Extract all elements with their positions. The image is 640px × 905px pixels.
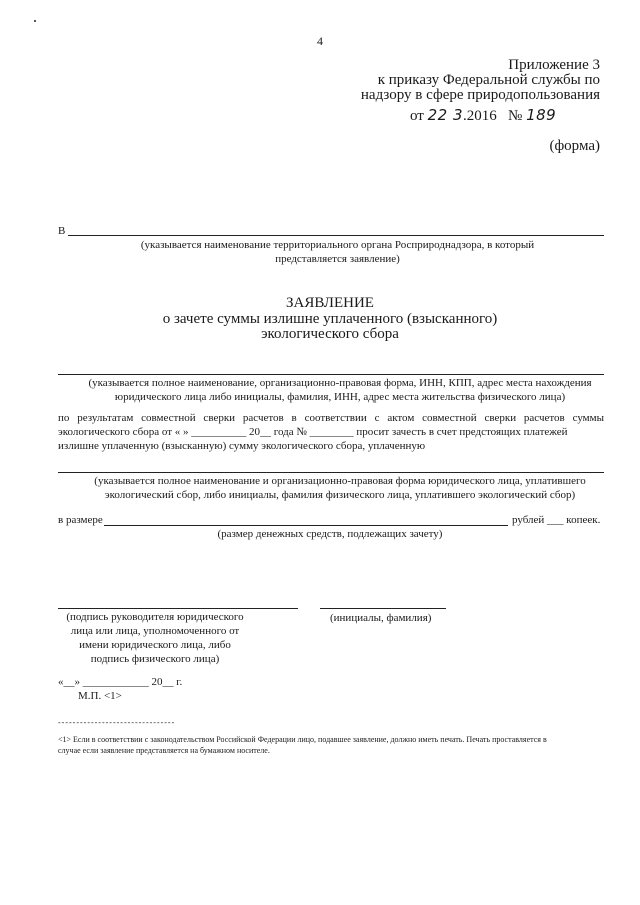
applicant-hint-1: (указывается полное наименование, организационно-правовая форма, ИНН, КПП, адрес места нахождения [88,377,592,389]
recipient-hint-2: представляется заявление) [275,253,400,265]
handwritten-number: 189 [526,106,557,124]
stamp-place: М.П. <1> [78,690,122,702]
appendix-line-2: к приказу Федеральной службы по [377,72,600,88]
page-number: 4 [317,34,323,48]
date-year: .2016 [463,108,497,124]
footnote-separator: -------------------------------- [58,718,176,727]
amount-line [104,525,508,526]
number-prefix: № [508,108,523,124]
body-line-2: экологического сбора от « » __________ 20__ года № ________ просит зачесть в счет предстоящих платежей [58,426,568,438]
recipient-line [68,235,604,236]
signature-hint-4: подпись физического лица) [90,653,220,665]
scan-dot [34,20,36,22]
signature-hint-2: лица или лица, уполномоченного от [70,625,240,637]
body-line-3: излишне уплаченную (взысканную) сумму экологического сбора, уплаченную [58,440,426,452]
document-subtitle-1: о зачете суммы излишне уплаченного (взысканного) [162,311,498,327]
applicant-line [58,374,604,375]
sign-date: «__» ____________ 20__ г. [58,676,183,688]
signature-hint-3: имени юридического лица, либо [79,639,231,651]
recipient-hint-1: (указывается наименование территориального органа Росприроднадзора, в который [140,239,535,251]
amount-suffix: рублей ___ копеек. [512,514,601,526]
payer-hint-2: экологический сбор, либо инициалы, фамилия физического лица, уплатившего экологический сбор) [104,489,576,501]
amount-hint: (размер денежных средств, подлежащих зачету) [217,528,443,540]
date-prefix: от [410,108,424,124]
footnote-line-1: <1> Если в соответствии с законодательством Российской Федерации лицо, подавшее заявление, должно иметь печать. Печать проставляется в [58,735,547,744]
initials-hint: (инициалы, фамилия) [330,612,432,624]
document-subtitle-2: экологического сбора [261,326,399,342]
payer-line [58,472,604,473]
payer-hint-1: (указывается полное наименование и организационно-правовая форма юридического лица, уплатившего [94,475,586,487]
handwritten-date: 22 3 [427,106,464,124]
footnote-line-2: случае если заявление представляется на бумажном носителе. [58,746,270,755]
signature-line-right [320,608,446,609]
applicant-hint-2: юридического лица либо инициалы, фамилия, ИНН, адрес места жительства физического лица) [114,391,566,403]
signature-line-left [58,608,298,609]
recipient-prefix: В [58,225,66,237]
appendix-line-1: Приложение 3 [508,57,600,73]
document-title: ЗАЯВЛЕНИЕ [286,295,374,311]
signature-hint-1: (подпись руководителя юридического [66,611,244,623]
amount-prefix: в размере [58,514,103,526]
body-line-1: по результатам совместной сверки расчетов в соответствии с актом совместной сверки расчетов суммы [58,412,604,424]
form-label: (форма) [549,138,600,154]
order-date-line [410,106,556,125]
appendix-line-3: надзору в сфере природопользования [360,87,600,103]
